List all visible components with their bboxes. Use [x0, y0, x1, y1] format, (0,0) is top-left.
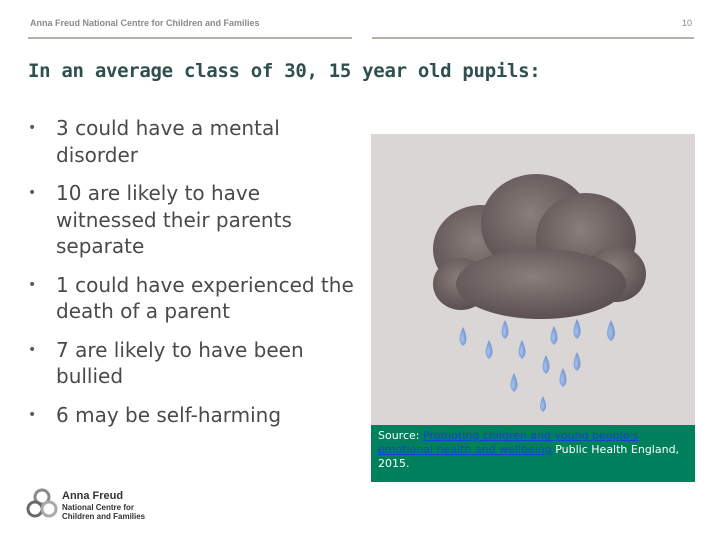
page-number: 10 — [681, 18, 692, 28]
bullet-list — [28, 115, 358, 440]
source-suffix: Public Health England, 2015. — [378, 443, 680, 470]
source-link[interactable]: Promoting children and young people's emotional health and wellbeing — [378, 429, 639, 456]
bullet-item — [28, 180, 358, 260]
logo-line2: National Centre for — [62, 503, 135, 512]
bullet-item — [28, 272, 358, 325]
bullet-dot-icon: • — [28, 120, 37, 136]
cloud-shape — [433, 174, 646, 319]
bullet-text: 7 are likely to have been bullied — [56, 337, 304, 388]
bullet-dot-icon: • — [28, 276, 37, 293]
bullet-dot-icon: • — [28, 341, 37, 358]
bullet-item — [28, 402, 358, 429]
raindrops — [460, 319, 616, 412]
bullet-item — [28, 115, 358, 168]
header-org-name: Anna Freud National Centre for Children and Families — [30, 18, 260, 28]
bullet-text: 1 could have experienced the death of a parent — [56, 272, 354, 323]
rain-cloud-illustration — [371, 134, 695, 425]
slide-title: In an average class of 30, 15 year old pupils: — [28, 60, 541, 82]
bullet-text: 6 may be self-harming — [56, 402, 282, 427]
header-rule-left — [28, 37, 352, 39]
rain-cloud-icon — [371, 134, 695, 425]
logo-line3: Children and Families — [62, 512, 146, 521]
logo-text — [62, 490, 145, 521]
bullet-text: 3 could have a mental disorder — [56, 116, 280, 167]
anna-freud-logo-icon — [26, 488, 58, 520]
source-caption — [371, 425, 695, 482]
bullet-dot-icon: • — [28, 406, 37, 423]
header-rule-right — [372, 37, 694, 39]
source-prefix: Source: — [378, 429, 423, 442]
logo-name: Anna Freud — [62, 490, 124, 502]
bullet-dot-icon: • — [28, 185, 37, 201]
bullet-item — [28, 337, 358, 390]
bullet-text: 10 are likely to have witnessed their parents separate — [56, 181, 292, 258]
